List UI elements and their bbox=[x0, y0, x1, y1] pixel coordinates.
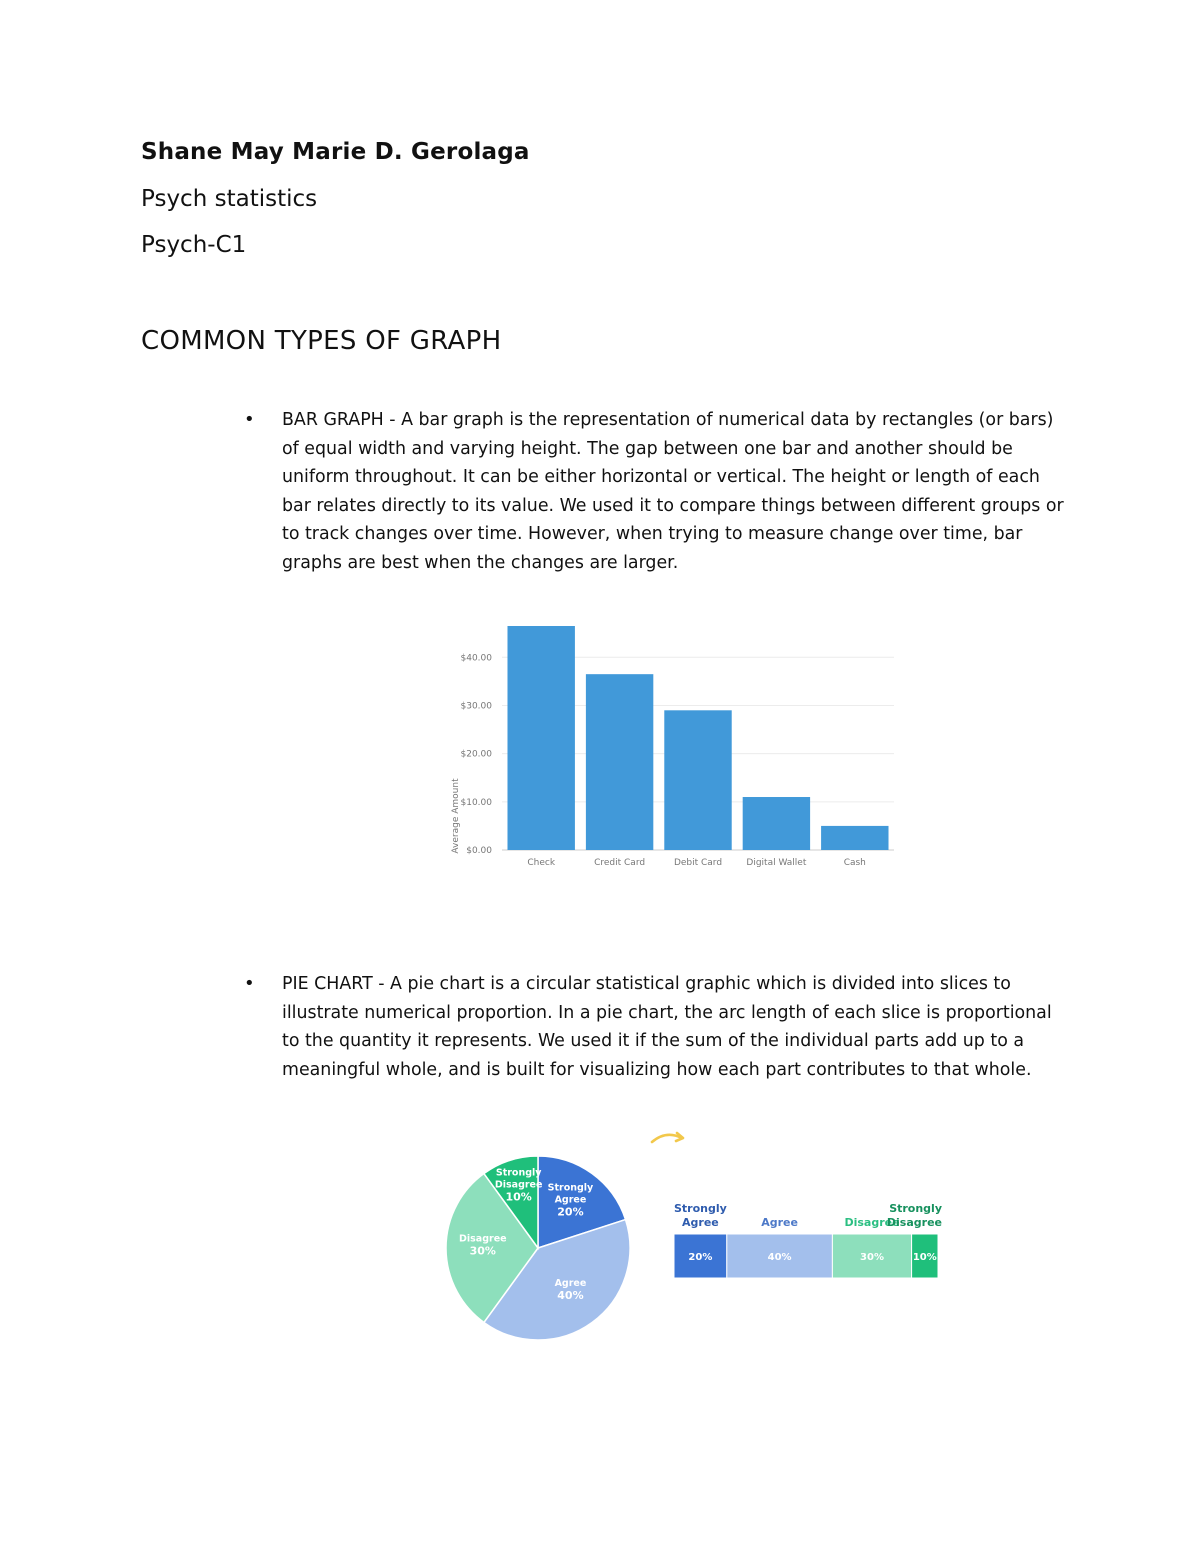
pie-slice-label: Agree bbox=[554, 1278, 587, 1290]
stacked-segment-value: 40% bbox=[767, 1252, 792, 1263]
bar bbox=[743, 797, 810, 850]
bullet-marker-pie: • bbox=[244, 973, 255, 994]
pie-slice-label: Strongly bbox=[495, 1167, 542, 1179]
y-tick-label: $10.00 bbox=[460, 797, 492, 808]
x-tick-label: Cash bbox=[843, 858, 866, 868]
course-name: Psych statistics bbox=[141, 186, 318, 212]
y-tick-label: $0.00 bbox=[466, 846, 492, 856]
pie-slice-value: 40% bbox=[557, 1289, 584, 1303]
author-name: Shane May Marie D. Gerolaga bbox=[141, 139, 530, 165]
section-name: Psych-C1 bbox=[141, 232, 247, 258]
bar-graph-paragraph: BAR GRAPH - A bar graph is the representation of numerical data by rectangles (or bars) of equal width and varying height. The gap between one bar and another should be uniform throughout. It can be either horizontal or vertical. The height or length of each bar relates directly to its value. We used it to compare things between different groups or to track changes over time. However, when trying to measure change over time, bar graphs are best when the changes are larger. bbox=[282, 410, 1064, 573]
bullet-marker-bar: • bbox=[244, 409, 255, 430]
bar bbox=[664, 710, 731, 850]
pie-chart bbox=[440, 1152, 640, 1352]
pie-slice-label: Strongly bbox=[547, 1182, 594, 1194]
x-tick-label: Digital Wallet bbox=[746, 858, 807, 868]
bar-chart bbox=[440, 618, 900, 870]
pie-slice-label: Agree bbox=[554, 1194, 587, 1206]
y-tick-label: $20.00 bbox=[460, 749, 492, 760]
x-tick-label: Credit Card bbox=[594, 858, 646, 868]
pie-slice-value: 30% bbox=[469, 1244, 496, 1258]
stacked-segment-label: Strongly bbox=[673, 1202, 727, 1215]
stacked-segment-value: 10% bbox=[912, 1252, 937, 1263]
x-tick-label: Check bbox=[527, 858, 556, 868]
section-heading: COMMON TYPES OF GRAPH bbox=[141, 326, 502, 356]
x-tick-label: Debit Card bbox=[673, 858, 723, 868]
stacked-segment-label: Strongly bbox=[889, 1202, 942, 1215]
stacked-bar-chart bbox=[668, 1196, 958, 1286]
stacked-segment-label: Agree bbox=[761, 1216, 798, 1229]
arrow-icon bbox=[648, 1128, 690, 1148]
pie-slice-value: 20% bbox=[557, 1205, 584, 1219]
y-tick-label: $40.00 bbox=[460, 653, 492, 664]
pie-slice-label: Disagree bbox=[459, 1233, 507, 1245]
stacked-segment-value: 20% bbox=[688, 1252, 713, 1263]
pie-slice-value: 10% bbox=[505, 1190, 532, 1204]
bar bbox=[586, 674, 653, 850]
bar-chart-ylabel: Average Amount bbox=[451, 778, 461, 854]
pie-slice-label: Disagree bbox=[494, 1179, 543, 1191]
pie-chart-paragraph: PIE CHART - A pie chart is a circular statistical graphic which is divided into slices to illustrate numerical proportion. In a pie chart, the arc length of each slice is proportional to the quantity it represents. We used it if the sum of the individual parts add up to a meaningful whole, and is built for visualizing how each part contributes to that whole. bbox=[282, 974, 1052, 1080]
bar bbox=[821, 826, 888, 850]
stacked-segment-label: Agree bbox=[682, 1216, 719, 1229]
stacked-segment-value: 30% bbox=[860, 1252, 884, 1263]
bar bbox=[507, 626, 574, 850]
stacked-segment-label: Disagree bbox=[844, 1216, 900, 1229]
stacked-segment-label: Disagree bbox=[886, 1216, 942, 1229]
y-tick-label: $30.00 bbox=[460, 701, 492, 712]
